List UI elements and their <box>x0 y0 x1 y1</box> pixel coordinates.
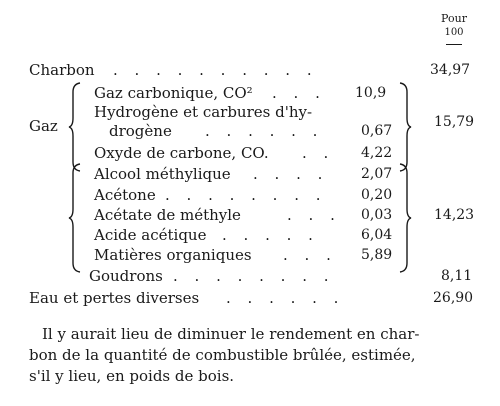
liquide-item-dots: . . . <box>283 246 337 264</box>
liquide-item-label: Alcool méthylique <box>94 165 231 183</box>
liquides-right-brace <box>398 163 412 273</box>
row-charbon-total: 34,97 <box>430 62 471 78</box>
gaz-item-value: 10,9 <box>355 85 387 101</box>
liquide-item-dots: . . . . . . . . <box>165 186 327 204</box>
row-charbon-label: Charbon <box>29 61 95 79</box>
gaz-total: 15,79 <box>434 114 475 130</box>
liquides-total: 14,23 <box>434 207 475 223</box>
gaz-label: Gaz <box>29 117 58 135</box>
gaz-item-label: drogène <box>109 122 172 140</box>
gaz-item-label: Gaz carbonique, CO² <box>94 84 253 102</box>
row-charbon-dots: . . . . . . . . . . <box>113 61 318 79</box>
column-header-100: 100 <box>444 27 464 38</box>
row-eau-label: Eau et pertes diverses <box>29 289 200 307</box>
liquide-item-value: 0,20 <box>361 187 393 203</box>
liquide-item-value: 2,07 <box>361 166 393 182</box>
liquide-item-label: Acide acétique <box>94 226 207 244</box>
gaz-item-dots: . . <box>302 144 335 162</box>
liquide-item-value: 0,03 <box>361 207 393 223</box>
gaz-item-label: Hydrogène et carbures d'hy- <box>94 103 313 121</box>
paragraph-line-1: Il y aurait lieu de diminuer le rendement en char- <box>42 325 420 343</box>
gaz-item-value: 4,22 <box>361 145 393 161</box>
row-eau-dots: . . . . . . <box>226 289 345 307</box>
column-header-pour: Pour <box>441 12 467 25</box>
gaz-item-dots: . . . . . . <box>205 122 324 140</box>
paragraph-line-2: bon de la quantité de combustible brûlée, estimée, <box>29 346 416 364</box>
row-goudrons-label: Goudrons <box>89 267 163 285</box>
liquide-item-value: 5,89 <box>361 247 393 263</box>
row-eau-total: 26,90 <box>433 290 474 306</box>
liquide-item-dots: . . . <box>287 206 341 224</box>
gaz-left-brace <box>68 82 82 172</box>
liquides-left-brace <box>68 163 82 273</box>
gaz-item-value: 0,67 <box>361 123 393 139</box>
liquide-item-label: Acétate de méthyle <box>94 206 241 224</box>
liquide-item-dots: . . . . . <box>222 226 319 244</box>
liquide-item-label: Matières organiques <box>94 246 252 264</box>
row-goudrons-dots: . . . . . . . . <box>173 267 335 285</box>
header-rule <box>446 44 462 45</box>
liquide-item-dots: . . . . <box>253 165 329 183</box>
gaz-item-dots: . . . <box>272 84 326 102</box>
gaz-right-brace <box>398 82 412 172</box>
liquide-item-label: Acétone <box>94 186 156 204</box>
gaz-item-label: Oxyde de carbone, CO. <box>94 144 269 162</box>
liquide-item-value: 6,04 <box>361 227 393 243</box>
paragraph-line-3: s'il y lieu, en poids de bois. <box>29 367 235 385</box>
row-goudrons-total: 8,11 <box>441 268 473 284</box>
